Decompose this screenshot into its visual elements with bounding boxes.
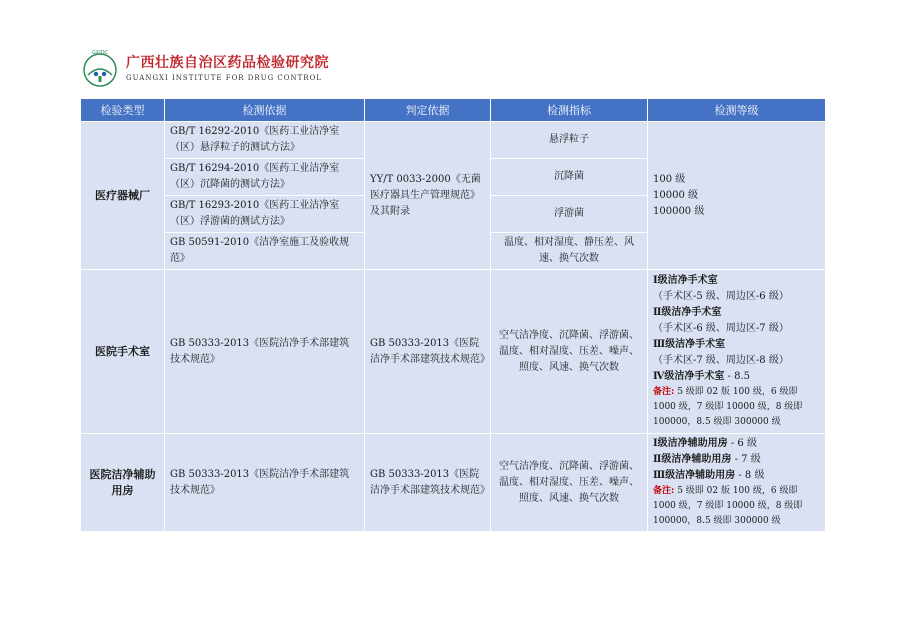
- page-header: [80, 48, 329, 90]
- header-basis: 检测依据: [165, 99, 365, 122]
- org-name-en: GUANGXI INSTITUTE FOR DRUG CONTROL: [126, 74, 322, 82]
- table-header-row: [81, 99, 826, 122]
- header-judgement: 判定依据: [365, 99, 491, 122]
- table-row: [81, 270, 826, 434]
- basis-cell: GB/T 16294-2010《医药工业洁净室（区）沉降菌的测试方法》: [165, 159, 365, 196]
- grade-detail: - 8.5: [724, 371, 750, 382]
- institute-logo-icon: [80, 49, 120, 89]
- logo-caption: GXIDC: [91, 50, 109, 56]
- note-label: 备注:: [653, 387, 675, 397]
- indicator-cell: 悬浮粒子: [491, 122, 648, 159]
- basis-cell: GB 50591-2010《洁净室施工及验收规范》: [165, 233, 365, 270]
- org-name-cn: 广西壮族自治区药品检验研究院: [126, 55, 329, 71]
- grade-cell: [648, 434, 826, 532]
- category-cell: 医疗器械厂: [81, 122, 165, 270]
- basis-cell: GB/T 16293-2010《医药工业洁净室（区）浮游菌的测试方法》: [165, 196, 365, 233]
- note-label: 备注:: [653, 486, 675, 496]
- table-row: [81, 122, 826, 159]
- indicator-cell: 沉降菌: [491, 159, 648, 196]
- indicator-cell: 空气洁净度、沉降菌、浮游菌、温度、相对湿度、压差、噪声、照度、风速、换气次数: [491, 270, 648, 434]
- inspection-table: [80, 98, 826, 532]
- note-text: 5 级即 02 版 100 级，6 级即 1000 级，7 级即 10000 级，8 级即 100000，8.5 级即 300000 级: [653, 387, 803, 427]
- category-cell: 医院洁净辅助用房: [81, 434, 165, 532]
- grade-title: Ⅰ级洁净辅助用房: [653, 438, 728, 449]
- grade-title: Ⅲ级洁净辅助用房: [653, 470, 736, 481]
- grade-detail: （手术区-5 级、周边区-6 级）: [653, 291, 789, 302]
- grade-detail: - 8 级: [735, 470, 765, 481]
- grade-detail: - 7 级: [731, 454, 761, 465]
- grade-line: 10000 级: [653, 189, 698, 201]
- table-row: [81, 434, 826, 532]
- grade-detail: （手术区-7 级、周边区-8 级）: [653, 355, 789, 366]
- judgement-cell: GB 50333-2013《医院洁净手术部建筑技术规范》: [365, 434, 491, 532]
- grade-title: Ⅱ级洁净手术室: [653, 307, 722, 318]
- grade-title: Ⅳ级洁净手术室: [653, 371, 725, 382]
- basis-cell: GB 50333-2013《医院洁净手术部建筑技术规范》: [165, 270, 365, 434]
- grade-title: Ⅲ级洁净手术室: [653, 339, 726, 350]
- grade-detail: （手术区-6 级、周边区-7 级）: [653, 323, 789, 334]
- judgement-cell: GB 50333-2013《医院洁净手术部建筑技术规范》: [365, 270, 491, 434]
- indicator-cell: 温度、相对湿度、静压差、风速、换气次数: [491, 233, 648, 270]
- indicator-cell: 空气洁净度、沉降菌、浮游菌、温度、相对湿度、压差、噪声、照度、风速、换气次数: [491, 434, 648, 532]
- grade-cell: [648, 122, 826, 270]
- basis-cell: GB 50333-2013《医院洁净手术部建筑技术规范》: [165, 434, 365, 532]
- grade-title: Ⅰ级洁净手术室: [653, 275, 718, 286]
- header-grade: 检测等级: [648, 99, 826, 122]
- note-text: 5 级即 02 版 100 级，6 级即 1000 级，7 级即 10000 级，8 级即 100000，8.5 级即 300000 级: [653, 486, 803, 526]
- grade-note: [653, 385, 820, 430]
- basis-cell: GB/T 16292-2010《医药工业洁净室（区）悬浮粒子的测试方法》: [165, 122, 365, 159]
- header-type: 检验类型: [81, 99, 165, 122]
- grade-detail: - 6 级: [727, 438, 757, 449]
- header-indicators: 检测指标: [491, 99, 648, 122]
- grade-line: 100000 级: [653, 205, 705, 217]
- grade-title: Ⅱ级洁净辅助用房: [653, 454, 732, 465]
- grade-cell: [648, 270, 826, 434]
- grade-line: 100 级: [653, 173, 686, 185]
- indicator-cell: 浮游菌: [491, 196, 648, 233]
- category-cell: 医院手术室: [81, 270, 165, 434]
- grade-note: [653, 484, 820, 529]
- judgement-cell: YY/T 0033-2000《无菌医疗器具生产管理规范》及其附录: [365, 122, 491, 270]
